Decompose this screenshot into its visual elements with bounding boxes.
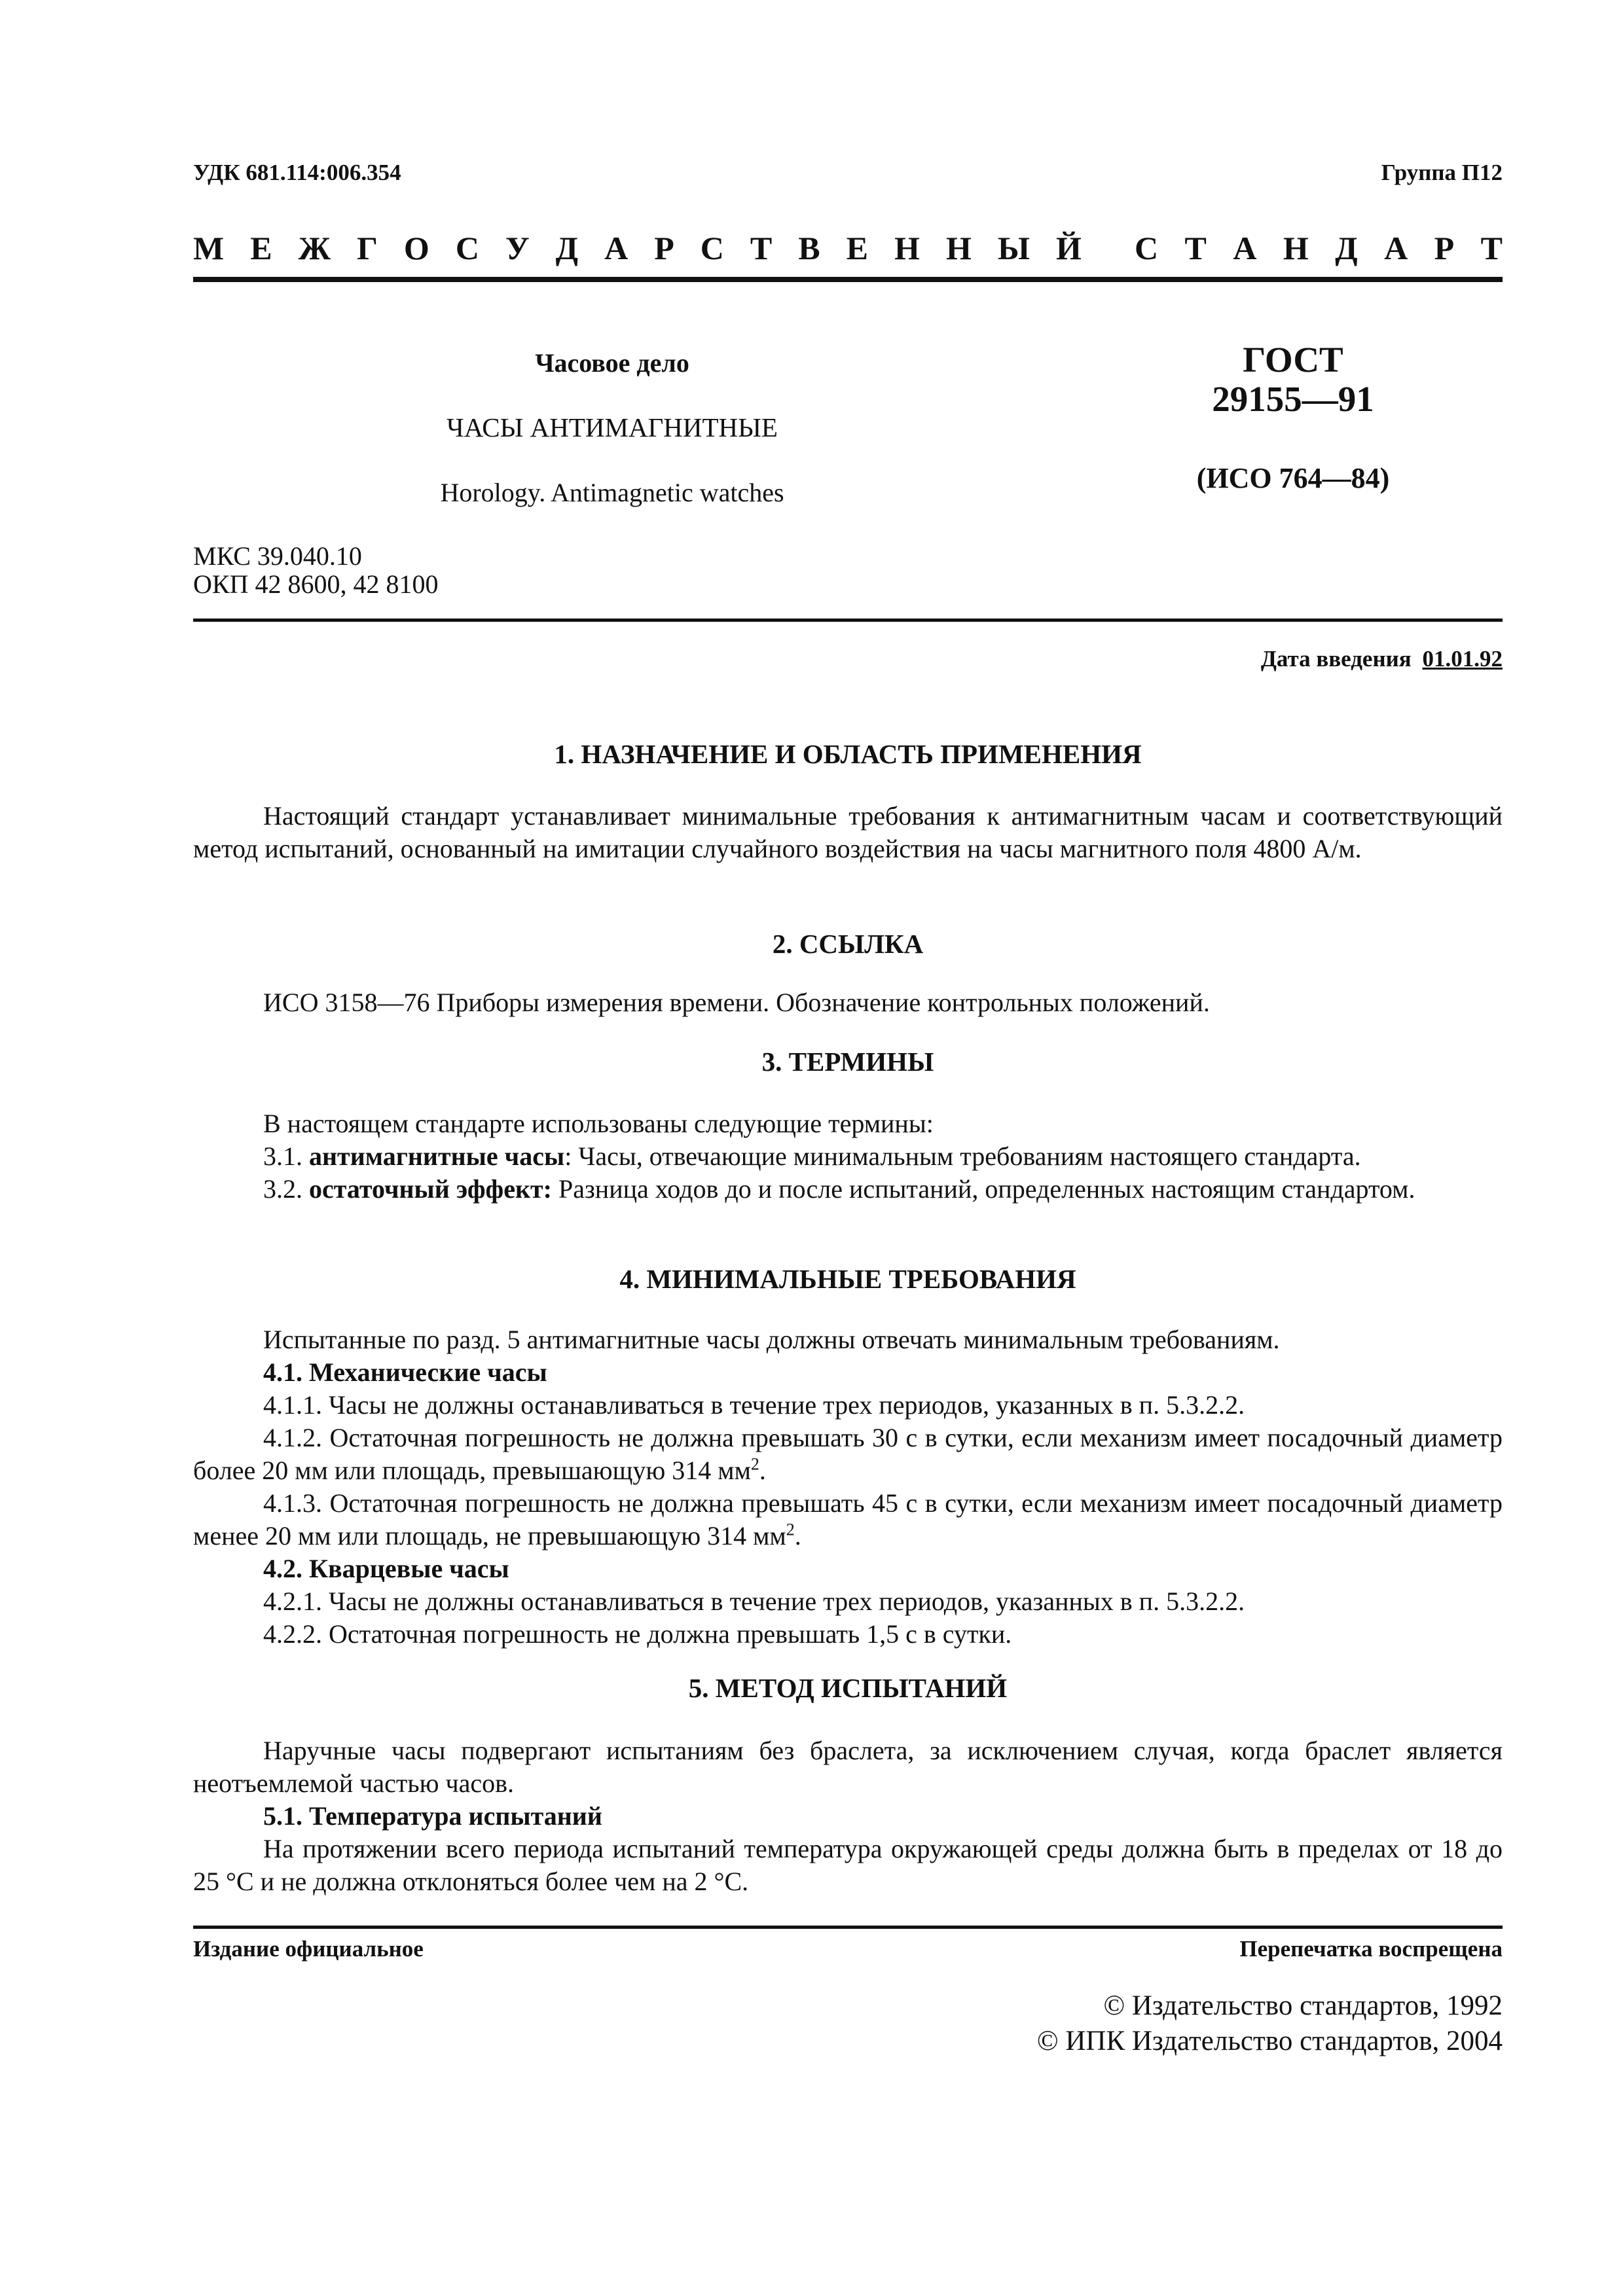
top-rule bbox=[193, 277, 1503, 282]
section-5-intro: Наручные часы подвергают испытаниям без браслета, за исключением случая, когда браслет является неотъемлемой частью часов. bbox=[193, 1736, 1503, 1798]
section-5-title: 5. МЕТОД ИСПЫТАНИЙ bbox=[688, 1673, 1008, 1703]
date-label: Дата введения bbox=[1260, 646, 1412, 672]
english-title: Horology. Antimagnetic watches bbox=[440, 478, 784, 507]
item-4-1-2-text: 4.1.2. Остаточная погрешность не должна превышать 30 с в сутки, если механизм имеет посадочный диаметр более 20 мм или площадь, превышающую 314 мм bbox=[193, 1423, 1503, 1485]
udk-code: УДК 681.114:006.354 bbox=[193, 160, 401, 185]
section-3-intro: В настоящем стандарте использованы следующие термины: bbox=[263, 1109, 934, 1138]
banner-letter: Е bbox=[250, 230, 272, 266]
superscript: 2 bbox=[750, 1454, 759, 1474]
banner-letter: У bbox=[505, 230, 530, 266]
term-3-1-number: 3.1. bbox=[263, 1141, 302, 1171]
banner-letter: Е bbox=[846, 230, 868, 266]
superscript: 2 bbox=[786, 1520, 795, 1539]
section-4-intro: Испытанные по разд. 5 антимагнитные часы должны отвечать минимальным требованиям. bbox=[263, 1325, 1280, 1354]
gost-label: ГОСТ bbox=[1243, 340, 1343, 380]
item-4-1-3-text: 4.1.3. Остаточная погрешность не должна превышать 45 с в сутки, если механизм имеет посадочный диаметр менее 20 мм или площадь, не превышающую 314 мм bbox=[193, 1488, 1503, 1551]
term-3-1 bbox=[263, 1140, 1573, 1173]
banner-letter: Р bbox=[654, 230, 674, 266]
banner-letter: Т bbox=[750, 230, 773, 266]
period: . bbox=[794, 1521, 801, 1551]
banner-letter: Д bbox=[555, 230, 579, 266]
subsection-4-1-heading: 4.1. Механические часы bbox=[263, 1357, 547, 1387]
field-title: Часовое дело bbox=[535, 348, 689, 378]
copyright-2004: © ИПК Издательство стандартов, 2004 bbox=[1036, 2026, 1503, 2056]
banner-letter: С bbox=[700, 230, 724, 266]
banner-letter: О bbox=[403, 230, 429, 266]
section-2-text: ИСО 3158—76 Приборы измерения времени. Обозначение контрольных положений. bbox=[263, 988, 1210, 1017]
document-title: ЧАСЫ АНТИМАГНИТНЫЕ bbox=[447, 412, 778, 442]
banner-letter: Н bbox=[945, 230, 972, 266]
copyright-block bbox=[1037, 1988, 1503, 2059]
mks-code: МКС 39.040.10 bbox=[193, 541, 362, 571]
group-code: Группа П12 bbox=[1381, 160, 1503, 185]
interstate-standard-banner bbox=[193, 229, 1503, 267]
term-3-2 bbox=[193, 1173, 1503, 1206]
period: . bbox=[759, 1456, 766, 1485]
banner-word-interstate bbox=[193, 229, 1082, 267]
term-3-2-number: 3.2. bbox=[263, 1174, 302, 1204]
term-3-1-name: антимагнитные часы bbox=[309, 1141, 565, 1171]
term-3-2-definition: Разница ходов до и после испытаний, определенных настоящим стандартом. bbox=[552, 1174, 1415, 1204]
gost-number: 29155—91 bbox=[1212, 379, 1374, 419]
iso-reference: (ИСО 764—84) bbox=[1196, 462, 1390, 494]
subsection-4-2-heading: 4.2. Кварцевые часы bbox=[263, 1554, 509, 1583]
banner-letter: А bbox=[604, 230, 629, 266]
item-4-2-1: 4.2.1. Часы не должны останавливаться в течение трех периодов, указанных в п. 5.3.2.2. bbox=[263, 1587, 1245, 1616]
banner-letter: Д bbox=[1335, 230, 1358, 266]
footer-rule bbox=[193, 1926, 1503, 1929]
banner-letter: С bbox=[1135, 230, 1159, 266]
banner-letter: Й bbox=[1055, 230, 1082, 266]
reprint-prohibited-note: Перепечатка воспрещена bbox=[1239, 1936, 1503, 1962]
term-3-2-name: остаточный эффект: bbox=[309, 1174, 552, 1204]
banner-word-standard bbox=[1135, 229, 1503, 267]
copyright-1992: © Издательство стандартов, 1992 bbox=[1103, 1990, 1503, 2021]
section-3-title: 3. ТЕРМИНЫ bbox=[761, 1047, 934, 1077]
item-4-1-3 bbox=[193, 1487, 1503, 1552]
banner-letter: Р bbox=[1434, 230, 1455, 266]
section-2-title: 2. ССЫЛКА bbox=[772, 929, 924, 959]
banner-letter: Г bbox=[357, 230, 378, 266]
official-edition-note: Издание официальное bbox=[193, 1936, 424, 1962]
middle-rule bbox=[193, 619, 1503, 622]
subsection-5-1-text: На протяжении всего периода испытаний температура окружающей среды должна быть в пределах от 18 до 25 °С и не должна отклоняться более чем на 2 °С. bbox=[193, 1834, 1503, 1896]
banner-letter: Ж bbox=[298, 230, 331, 266]
section-1-title: 1. НАЗНАЧЕНИЕ И ОБЛАСТЬ ПРИМЕНЕНИЯ bbox=[554, 739, 1142, 769]
term-3-1-definition: : Часы, отвечающие минимальным требованиям настоящего стандарта. bbox=[564, 1141, 1361, 1171]
introduction-date bbox=[1261, 646, 1503, 672]
section-4-title: 4. МИНИМАЛЬНЫЕ ТРЕБОВАНИЯ bbox=[619, 1264, 1076, 1294]
banner-letter: Т bbox=[1480, 230, 1503, 266]
banner-letter: В bbox=[798, 230, 820, 266]
banner-letter: А bbox=[1384, 230, 1408, 266]
banner-letter: С bbox=[455, 230, 479, 266]
section-1-text: Настоящий стандарт устанавливает минимальные требования к антимагнитным часам и соответствующий метод испытаний, основанный на имитации случайного воздействия на часы магнитного поля 4800 А/м. bbox=[193, 801, 1503, 863]
item-4-1-1: 4.1.1. Часы не должны останавливаться в течение трех периодов, указанных в п. 5.3.2.2. bbox=[263, 1390, 1245, 1420]
okp-code: ОКП 42 8600, 42 8100 bbox=[193, 569, 439, 599]
banner-letter: А bbox=[1233, 230, 1257, 266]
subsection-5-1-heading: 5.1. Температура испытаний bbox=[263, 1801, 602, 1831]
banner-letter: Ы bbox=[997, 230, 1030, 266]
banner-letter: Н bbox=[1283, 230, 1309, 266]
banner-letter: Т bbox=[1184, 230, 1207, 266]
banner-letter: Н bbox=[894, 230, 920, 266]
date-value: 01.01.92 bbox=[1422, 646, 1503, 672]
item-4-2-2: 4.2.2. Остаточная погрешность не должна превышать 1,5 с в сутки. bbox=[263, 1619, 1012, 1649]
banner-letter: М bbox=[193, 230, 225, 266]
item-4-1-2 bbox=[193, 1422, 1503, 1487]
